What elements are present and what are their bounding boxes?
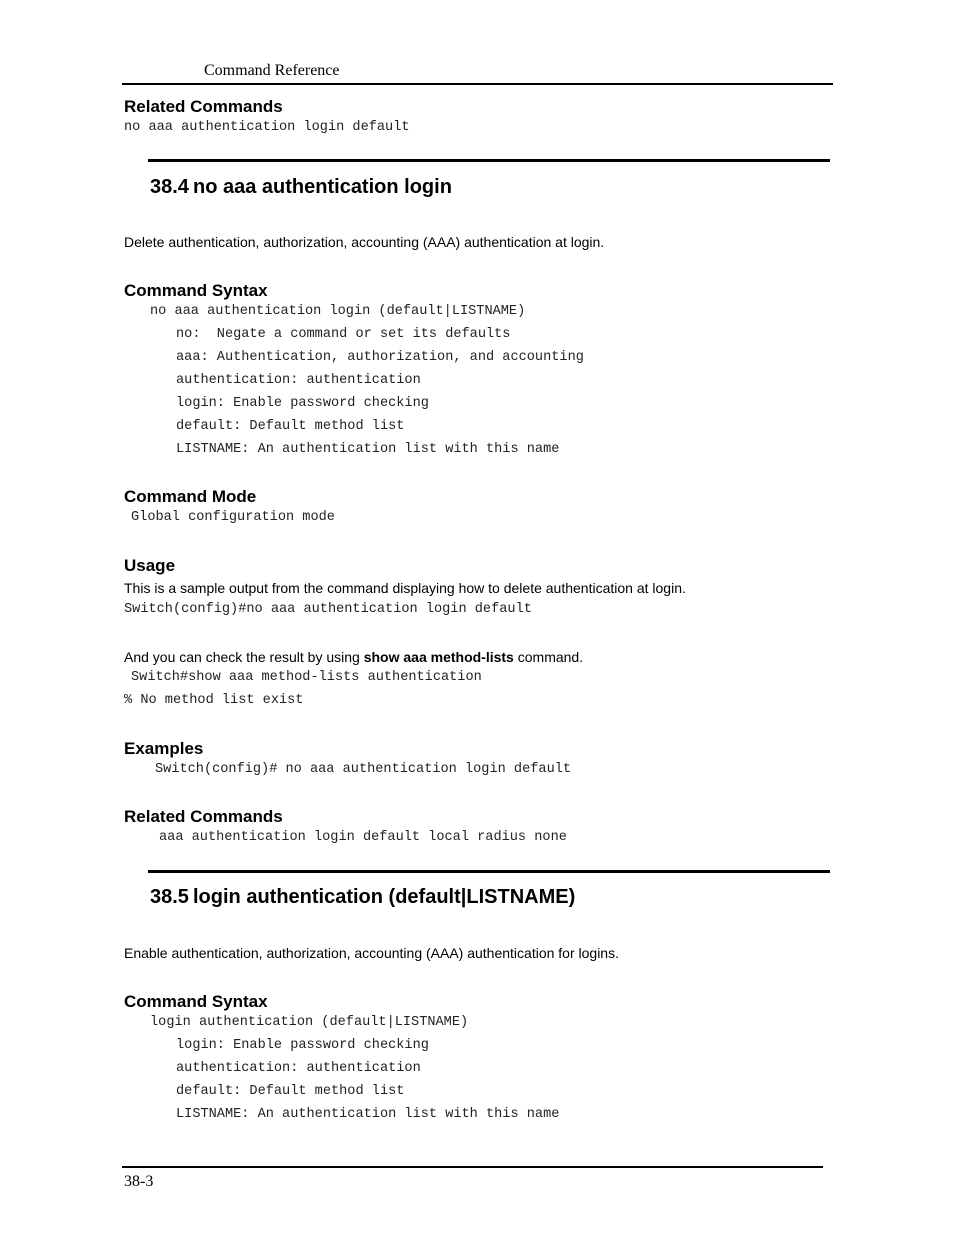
check-text xyxy=(124,649,583,665)
page-number: 38-3 xyxy=(124,1173,154,1190)
related-command-code: no aaa authentication login default xyxy=(124,120,410,135)
section-title: login authentication (default|LISTNAME) xyxy=(193,886,576,908)
command-syntax-heading: Command Syntax xyxy=(124,281,268,300)
examples-code: Switch(config)# no aaa authentication login default xyxy=(155,762,572,777)
check-text-bold: show aaa method-lists xyxy=(363,649,514,665)
check-text-before: And you can check the result by using xyxy=(124,649,364,665)
command-syntax-heading: Command Syntax xyxy=(124,992,268,1011)
syntax-param: LISTNAME: An authentication list with this name xyxy=(176,442,560,457)
footer-rule xyxy=(122,1166,823,1168)
syntax-param: default: Default method list xyxy=(176,419,405,434)
syntax-param: aaa: Authentication, authorization, and accounting xyxy=(176,350,584,365)
usage-code: Switch(config)#no aaa authentication login default xyxy=(124,602,532,617)
command-mode-heading: Command Mode xyxy=(124,487,257,506)
syntax-param: authentication: authentication xyxy=(176,373,421,388)
section-number: 38.5 xyxy=(150,886,189,908)
syntax-param: LISTNAME: An authentication list with this name xyxy=(176,1107,560,1122)
syntax-param: default: Default method list xyxy=(176,1084,405,1099)
syntax-command: login authentication (default|LISTNAME) xyxy=(150,1015,469,1030)
syntax-param: login: Enable password checking xyxy=(176,1038,429,1053)
section-title: no aaa authentication login xyxy=(193,176,452,198)
check-text-after: command. xyxy=(513,649,584,665)
section-number: 38.4 xyxy=(150,176,189,198)
command-mode-text: Global configuration mode xyxy=(131,510,335,525)
syntax-param: login: Enable password checking xyxy=(176,396,429,411)
section-description: Delete authentication, authorization, accounting (AAA) authentication at login. xyxy=(124,234,605,250)
section-rule xyxy=(148,159,830,162)
check-code: Switch#show aaa method-lists authentication xyxy=(131,670,482,685)
section-description: Enable authentication, authorization, accounting (AAA) authentication for logins. xyxy=(124,945,619,961)
examples-heading: Examples xyxy=(124,739,204,758)
header-rule xyxy=(122,83,833,85)
usage-text: This is a sample output from the command displaying how to delete authentication at login. xyxy=(124,580,686,596)
syntax-param: authentication: authentication xyxy=(176,1061,421,1076)
related-command-code: aaa authentication login default local radius none xyxy=(159,830,567,845)
related-commands-heading: Related Commands xyxy=(124,97,283,116)
usage-heading: Usage xyxy=(124,556,176,575)
syntax-param: no: Negate a command or set its defaults xyxy=(176,327,511,342)
check-code-output: % No method list exist xyxy=(124,693,304,708)
syntax-command: no aaa authentication login (default|LISTNAME) xyxy=(150,304,526,319)
section-rule xyxy=(148,870,830,873)
related-commands-heading: Related Commands xyxy=(124,807,283,826)
page-header-title: Command Reference xyxy=(204,62,340,79)
